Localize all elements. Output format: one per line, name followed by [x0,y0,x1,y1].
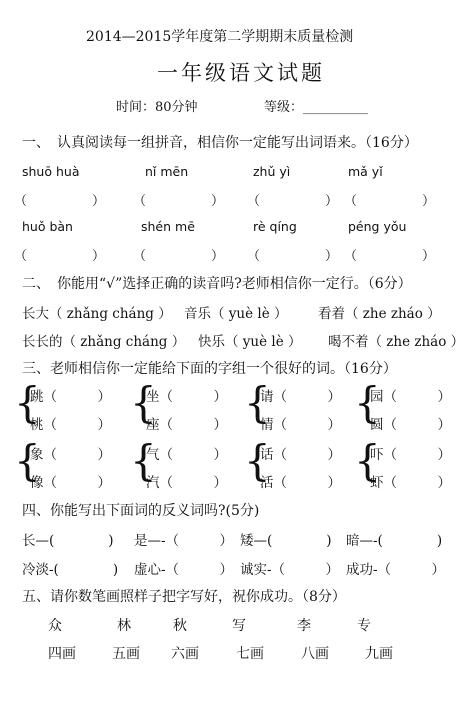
word-item[interactable]: 座（ ） [146,417,227,433]
word-item[interactable]: 吓（ ） [370,447,451,463]
time-label: 时间：80分钟 [116,100,198,115]
answer-box[interactable]: （ ） [247,249,339,264]
choice-item[interactable]: 看着（ zhe zháo ） [318,306,441,322]
antonym-item[interactable]: 长—( ) [22,533,114,549]
section4-title: 四、你能写出下面词的反义词吗?(5分) [22,503,260,519]
section5-title: 五、请你数笔画照样子把字写好，祝你成功。（8分） [22,589,346,605]
stroke-count: 七画 [236,646,264,662]
answer-box[interactable]: （ ） [14,194,106,209]
pinyin-7: rè qíng [253,219,297,234]
stroke-count: 四画 [48,646,76,662]
brace-icon: { [14,378,41,427]
antonym-item[interactable]: 是—-（ ） [134,533,234,549]
pinyin-1: shuō huà [22,164,80,179]
pinyin-4: mǎ yǐ [348,164,383,179]
choice-item[interactable]: 喝不着（ zhe zháo ） [328,334,465,350]
answer-box[interactable]: （ ） [133,194,225,209]
stroke-count: 五画 [112,646,140,662]
answer-box[interactable]: （ ） [344,194,436,209]
choice-item[interactable]: 长大（ zhǎng cháng ） [22,306,172,322]
antonym-item[interactable]: 矮—( ) [240,533,332,549]
pinyin-5: huǒ bàn [22,219,73,234]
word-item[interactable]: 活（ ） [260,475,341,491]
brace-icon: { [130,378,157,427]
char-item: 林 [117,618,131,634]
word-item[interactable]: 圆（ ） [370,417,451,433]
answer-box[interactable]: （ ） [133,249,225,264]
answer-box[interactable]: （ ） [247,194,339,209]
brace-icon: { [244,436,271,485]
brace-icon: { [130,436,157,485]
char-item: 专 [357,618,371,634]
word-item[interactable]: 桃（ ） [30,417,111,433]
brace-icon: { [354,378,381,427]
word-item[interactable]: 情（ ） [260,417,341,433]
brace-icon: { [14,436,41,485]
antonym-item[interactable]: 虚心-（ ） [134,562,234,578]
word-item[interactable]: 气（ ） [146,447,227,463]
char-item: 李 [297,618,311,634]
section2-title: 二、 你能用“√”选择正确的读音吗?老师相信你一定行。（6分） [22,276,412,292]
antonym-item[interactable]: 成功-（ ） [346,562,446,578]
word-item[interactable]: 坐（ ） [146,389,227,405]
antonym-item[interactable]: 诚实-（ ） [240,562,340,578]
pinyin-2: nǐ mēn [145,164,189,179]
section3-title: 三、老师相信你一定能给下面的字组一个很好的词。（16分） [22,361,397,377]
exam-header: 2014—2015学年度第二学期期末质量检测 [86,29,354,45]
word-item[interactable]: 话（ ） [260,447,341,463]
stroke-count: 六画 [171,646,199,662]
word-item[interactable]: 汽（ ） [146,475,227,491]
pinyin-8: péng yǒu [348,219,407,234]
char-item: 众 [48,618,62,634]
page-title: 一年级语文试题 [157,61,325,85]
answer-box[interactable]: （ ） [14,249,106,264]
pinyin-6: shén mē [141,219,195,234]
choice-item[interactable]: 快乐（ yuè lè ） [198,334,302,350]
antonym-item[interactable]: 冷淡-( ) [22,562,119,578]
char-item: 写 [232,618,246,634]
char-item: 秋 [173,618,187,634]
word-item[interactable]: 象（ ） [30,447,111,463]
choice-item[interactable]: 长长的（ zhǎng cháng ） [22,334,186,350]
brace-icon: { [244,378,271,427]
word-item[interactable]: 请（ ） [260,389,341,405]
grade-label: 等级：__________ [264,100,369,115]
stroke-count: 八画 [301,646,329,662]
word-item[interactable]: 跳（ ） [30,389,111,405]
choice-item[interactable]: 音乐（ yuè lè ） [184,306,288,322]
answer-box[interactable]: （ ） [344,249,436,264]
word-item[interactable]: 虾（ ） [370,475,451,491]
word-item[interactable]: 园（ ） [370,389,451,405]
brace-icon: { [354,436,381,485]
antonym-item[interactable]: 暗—-( ) [346,533,443,549]
section1-title: 一、 认真阅读每一组拼音，相信你一定能写出词语来。（16分） [22,135,418,151]
pinyin-3: zhǔ yì [253,164,291,179]
word-item[interactable]: 像（ ） [30,475,111,491]
stroke-count: 九画 [365,646,393,662]
